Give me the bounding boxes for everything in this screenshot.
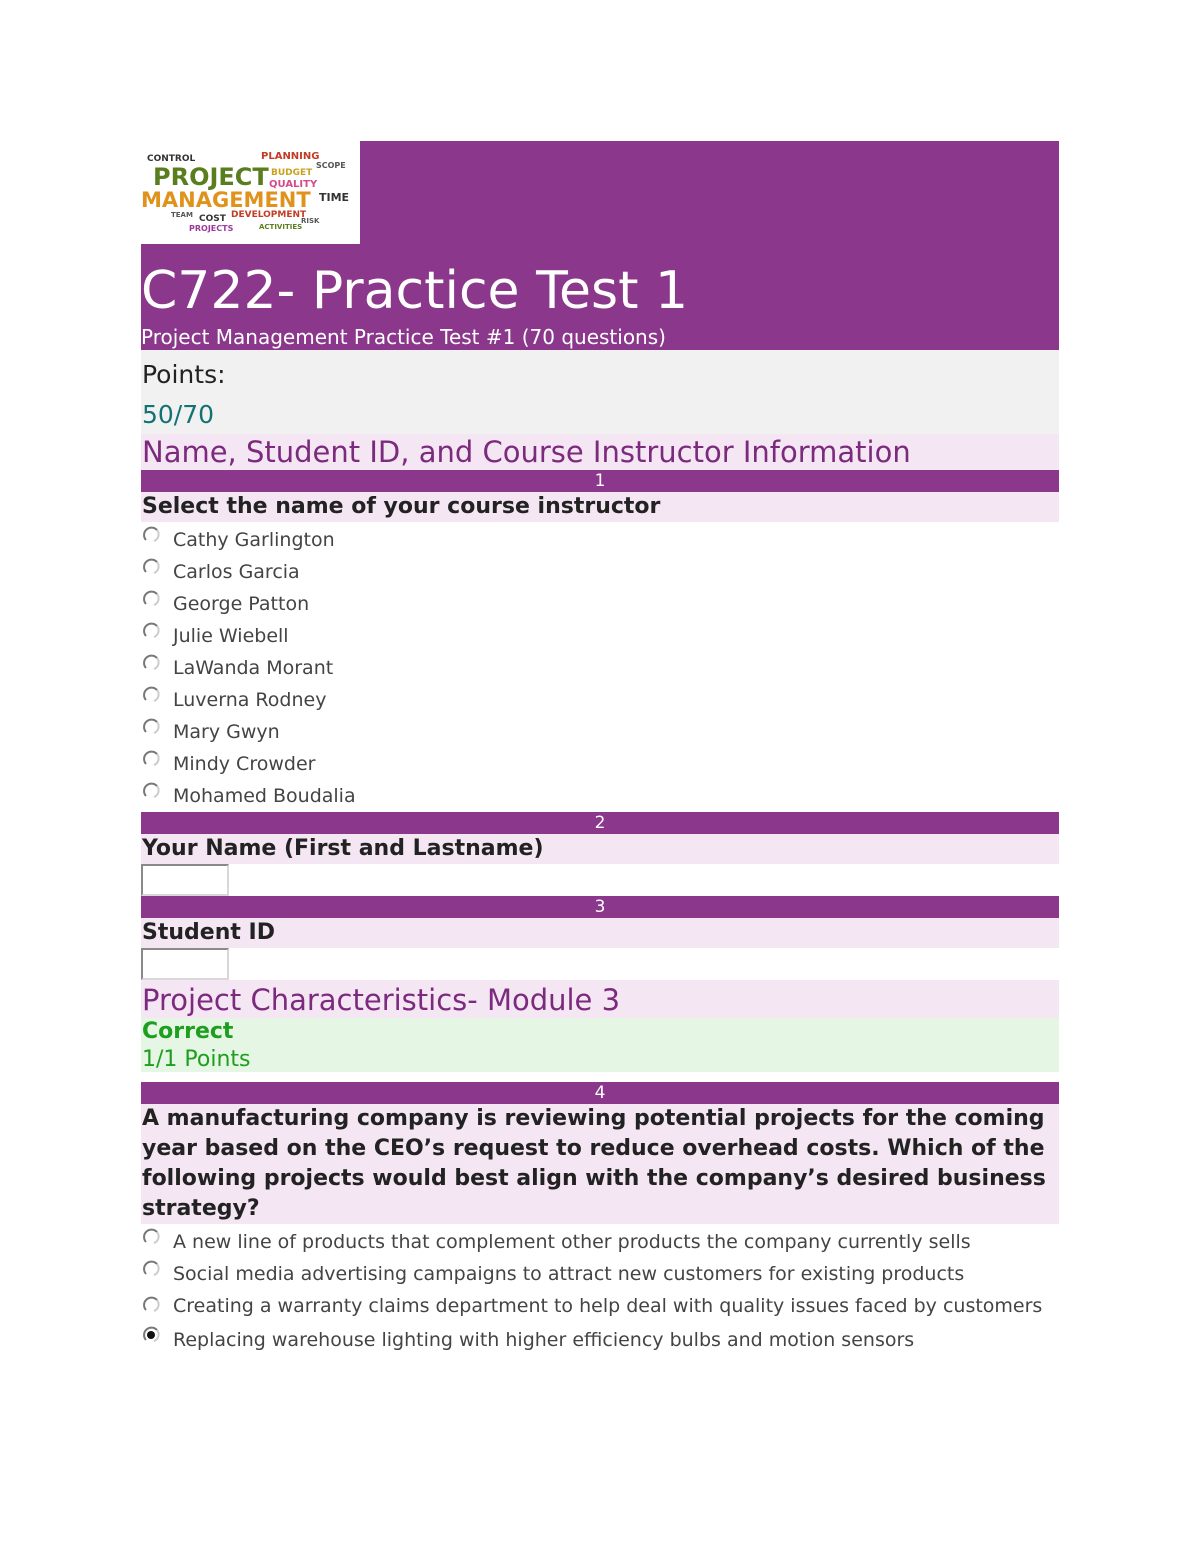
- svg-text:RISK: RISK: [301, 217, 320, 225]
- radio-filled-icon[interactable]: [142, 1326, 160, 1344]
- radio-empty-icon[interactable]: [142, 1228, 160, 1246]
- question-text: Student ID: [141, 918, 1059, 948]
- radio-option[interactable]: [141, 528, 1059, 552]
- question-result: [141, 1018, 1059, 1072]
- result-points: 1/1 Points: [142, 1047, 251, 1072]
- svg-text:ACTIVITIES: ACTIVITIES: [259, 223, 303, 231]
- option-label: Creating a warranty claims department to help deal with quality issues faced by customers: [173, 1295, 1043, 1317]
- question-number: 2: [141, 812, 1059, 834]
- section-title: Project Characteristics- Module 3: [141, 980, 1059, 1018]
- radio-empty-icon[interactable]: [142, 526, 160, 544]
- option-label: Replacing warehouse lighting with higher efficiency bulbs and motion sensors: [173, 1329, 915, 1351]
- project-management-logo: [141, 141, 360, 244]
- svg-text:CONTROL: CONTROL: [147, 154, 196, 164]
- radio-empty-icon[interactable]: [142, 558, 160, 576]
- svg-text:TEAM: TEAM: [171, 211, 193, 219]
- radio-empty-icon[interactable]: [142, 1296, 160, 1314]
- question-number: 1: [141, 470, 1059, 492]
- radio-option[interactable]: [141, 560, 1059, 584]
- full-name-input[interactable]: [141, 864, 229, 896]
- svg-text:PROJECT: PROJECT: [153, 163, 269, 191]
- score-summary: [141, 350, 1059, 434]
- question-1-options: [141, 528, 1059, 808]
- radio-option-selected[interactable]: [141, 1328, 1059, 1352]
- page-title: C722- Practice Test 1: [141, 261, 689, 321]
- radio-option[interactable]: [141, 656, 1059, 680]
- option-label: Mohamed Boudalia: [173, 785, 356, 807]
- radio-empty-icon[interactable]: [142, 750, 160, 768]
- svg-text:TIME: TIME: [319, 191, 350, 204]
- radio-empty-icon[interactable]: [142, 622, 160, 640]
- option-label: George Patton: [173, 593, 310, 615]
- svg-text:QUALITY: QUALITY: [269, 179, 318, 190]
- points-value: 50/70: [142, 400, 215, 429]
- word-cloud-logo-image: [141, 141, 360, 244]
- radio-option[interactable]: [141, 752, 1059, 776]
- option-label: Social media advertising campaigns to attract new customers for existing products: [173, 1263, 965, 1285]
- svg-text:MANAGEMENT: MANAGEMENT: [141, 188, 311, 212]
- option-label: Carlos Garcia: [173, 561, 300, 583]
- result-status: Correct: [142, 1019, 234, 1044]
- question-number: 4: [141, 1082, 1059, 1104]
- radio-empty-icon[interactable]: [142, 590, 160, 608]
- option-label: LaWanda Morant: [173, 657, 334, 679]
- option-label: A new line of products that complement other products the company currently sells: [173, 1231, 971, 1253]
- svg-text:DEVELOPMENT: DEVELOPMENT: [231, 210, 307, 220]
- radio-option[interactable]: [141, 1294, 1059, 1318]
- option-label: Cathy Garlington: [173, 529, 335, 551]
- practice-test-page: [141, 141, 1059, 1352]
- radio-option[interactable]: [141, 1262, 1059, 1286]
- radio-option[interactable]: [141, 624, 1059, 648]
- svg-text:SCOPE: SCOPE: [316, 161, 346, 170]
- radio-empty-icon[interactable]: [142, 718, 160, 736]
- option-label: Mary Gwyn: [173, 721, 280, 743]
- section-title: Name, Student ID, and Course Instructor Information: [141, 434, 1059, 470]
- svg-text:PROJECTS: PROJECTS: [189, 224, 234, 233]
- radio-empty-icon[interactable]: [142, 686, 160, 704]
- option-label: Julie Wiebell: [173, 625, 289, 647]
- radio-empty-icon[interactable]: [142, 654, 160, 672]
- svg-text:COST: COST: [199, 214, 226, 224]
- question-number: 3: [141, 896, 1059, 918]
- svg-text:BUDGET: BUDGET: [271, 168, 313, 178]
- radio-empty-icon[interactable]: [142, 1260, 160, 1278]
- question-text: Select the name of your course instructor: [141, 492, 1059, 522]
- option-label: Luverna Rodney: [173, 689, 327, 711]
- radio-option[interactable]: [141, 1230, 1059, 1254]
- test-header: [141, 141, 1059, 350]
- radio-empty-icon[interactable]: [142, 782, 160, 800]
- question-4-options: [141, 1230, 1059, 1352]
- option-label: Mindy Crowder: [173, 753, 316, 775]
- radio-option[interactable]: [141, 784, 1059, 808]
- radio-option[interactable]: [141, 688, 1059, 712]
- question-text: Your Name (First and Lastname): [141, 834, 1059, 864]
- student-id-input[interactable]: [141, 948, 229, 980]
- points-label: Points:: [142, 360, 226, 389]
- radio-option[interactable]: [141, 592, 1059, 616]
- radio-option[interactable]: [141, 720, 1059, 744]
- svg-text:PLANNING: PLANNING: [261, 151, 320, 162]
- page-subtitle: Project Management Practice Test #1 (70 questions): [141, 325, 666, 349]
- question-text: A manufacturing company is reviewing potential projects for the coming year based on the CEO’s request to reduce overhead costs. Which of the following projects would best align with the company’s desired business strategy?: [141, 1104, 1059, 1224]
